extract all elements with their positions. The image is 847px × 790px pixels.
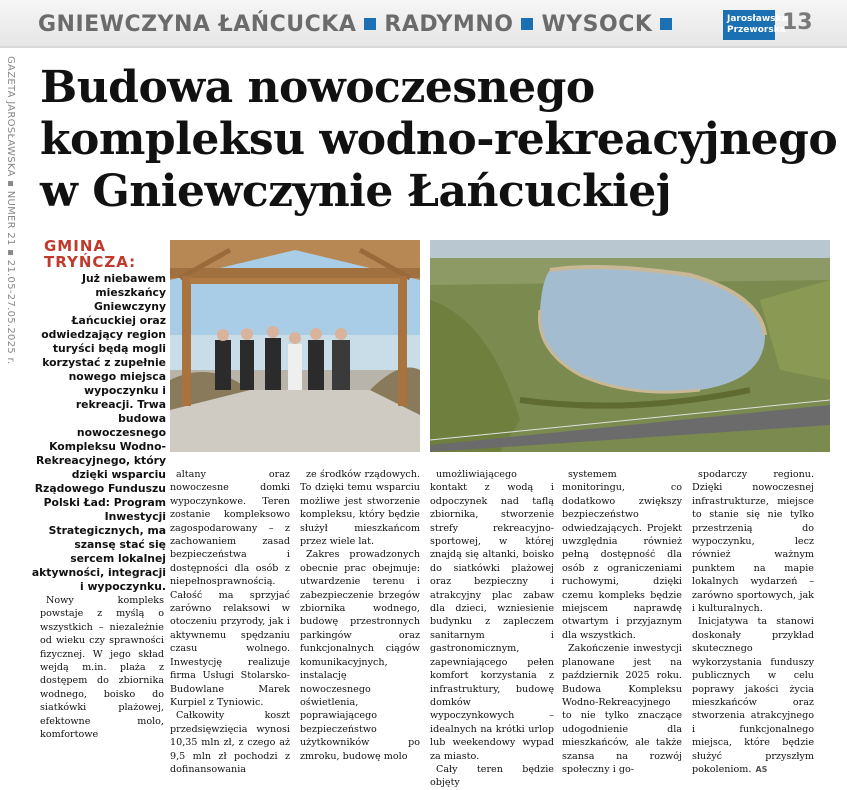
location-kicker [28,238,166,270]
vertical-masthead [3,56,17,696]
section-names [38,12,680,37]
logo-line-1: Jarosławska [727,14,788,24]
kicker-line-1: GMINA [44,237,106,255]
article-headline: Budowa nowoczesnego kompleksu wodno-rekreacyjnego w Gniewczynie Łańcuckiej [40,62,838,217]
article-column-4 [430,468,554,790]
column-paragraph: Całkowity koszt przedsięwzięcia wynosi 10,35 mln zł, z czego aż 9,5 mln zł pochodzi z dofinansowania [170,710,290,775]
column-paragraph: Nowy kompleks powstaje z myślą o wszystkich – niezależnie od wieku czy sprawności fizycznej. W jego skład wejdą m.in. plaża z dostępem do zbiornika wodnego, boisko do siatkówki plażowej, efektowne molo, komfortowe [40,595,164,741]
article-lead [28,238,166,594]
article-column-1 [40,594,164,741]
lead-paragraph: Już niebawem mieszkańcy Gniewczyny Łańcuckiej oraz odwiedzający region turyści będą mogli korzystać z zupełnie nowego miejsca wypoczynku i rekreacji. Trwa budowa nowoczesnego Kompleksu Wodno-Rekreacyjnego, który dzięki wsparciu Rządowego Funduszu Polski Ład: Program Inwestycji Strategicznych, ma szansę stać się sercem lokalnej aktywności, integracji i wypoczynku. [31,272,166,593]
article-column-6 [692,468,814,776]
photo-aerial-lake [430,240,830,452]
author-signature: AS [755,764,768,774]
article-column-5 [562,468,682,776]
kicker-line-2: TRYŃCZA: [44,253,137,271]
page-number: 13 [782,10,813,35]
column-paragraph: ze środków rządowych. To dzięki temu wsparciu możliwe jest stworzenie kompleksu, który będzie służył mieszkańcom przez wiele lat. [300,469,420,548]
blue-square-separator [364,18,376,30]
column-paragraph: umożliwiającego kontakt z wodą i odpoczynek nad taflą zbiornika, stworzenie strefy rekreacyjno-sportowej, w której znajdą się altanki, boisko do siatkówki plażowej oraz bezpieczny i atrakcyjny plac zabaw dla dzieci, wzniesienie budynku z zapleczem sanitarnym i gastronomicznym, zapewniającego pełen komfort korzystania z infrastruktury, budowę domków wypoczynkowych – idealnych na krótki urlop lub weekendowy wypad za miasto. [430,469,554,762]
vertical-masthead-text: GAZETA JAROSŁAWSKA ▪ NUMER 21 ▪ 21.05-27.05.2025 r. [5,56,16,365]
newspaper-logo [723,10,788,40]
column-paragraph: altany oraz nowoczesne domki wypoczynkowe. Teren zostanie kompleksowo zagospodarowany – z zachowaniem zasad bezpieczeństwa i dostępności dla osób z niepełnosprawnością. Całość ma sprzyjać zarówno relaksowi w otoczeniu przyrody, jak i aktywnemu spędzaniu czasu wolnego. Inwestycję realizuje firma Usługi Stolarsko-Budowlane Marek Kurpiel z Tyniowic. [170,469,290,708]
column-paragraph: Zakres prowadzonych obecnie prac obejmuje: utwardzenie terenu i zabezpieczenie brzegów zbiornika wodnego, budowę przestronnych parkingów oraz funkcjonalnych ciągów komunikacyjnych, instalację nowoczesnego oświetlenia, poprawiającego bezpieczeństwo użytkowników po zmroku, budowę molo [300,549,420,762]
logo-line-2: Przeworska [727,25,786,35]
blue-square-separator [521,18,533,30]
column-paragraph-text: Inicjatywa ta stanowi doskonały przykład skutecznego wykorzystania funduszy publicznych w celu poprawy jakości życia mieszkańców oraz stworzenia atrakcyjnego i funkcjonalnego miejsca, które będzie służyć przyszłym pokoleniom. [692,616,814,775]
column-paragraph: Cały teren będzie objęty [430,763,554,789]
section-name-3: WYSOCK [541,12,653,37]
column-paragraph: spodarczy regionu. Dzięki nowoczesnej infrastrukturze, miejsce to stanie się nie tylko przestrzenią do wypoczynku, lecz również ważnym punktem na mapie lokalnych wydarzeń – zarówno sportowych, jak i kulturalnych. [692,469,814,615]
section-header-bar [0,0,847,48]
column-paragraph [692,615,814,776]
article-column-2 [170,468,290,776]
column-paragraph: systemem monitoringu, co dodatkowo zwiększy bezpieczeństwo odwiedzających. Projekt uwzględnia również pełną dostępność dla osób z ograniczeniami ruchowymi, dzięki czemu kompleks będzie miejscem naprawdę otwartym i przyjaznym dla wszystkich. [562,469,682,641]
section-name-2: RADYMNO [384,12,514,37]
photo-group-under-pavilion [170,240,420,452]
article-column-3 [300,468,420,763]
blue-square-separator [660,18,672,30]
section-name-1: GNIEWCZYNA ŁAŃCUCKA [38,12,357,37]
column-paragraph: Zakończenie inwestycji planowane jest na październik 2025 roku. Budowa Kompleksu Wodno-Rekreacyjnego to nie tylko znaczące udogodnienie dla mieszkańców, ale także szansa na rozwój społeczny i go- [562,643,682,775]
